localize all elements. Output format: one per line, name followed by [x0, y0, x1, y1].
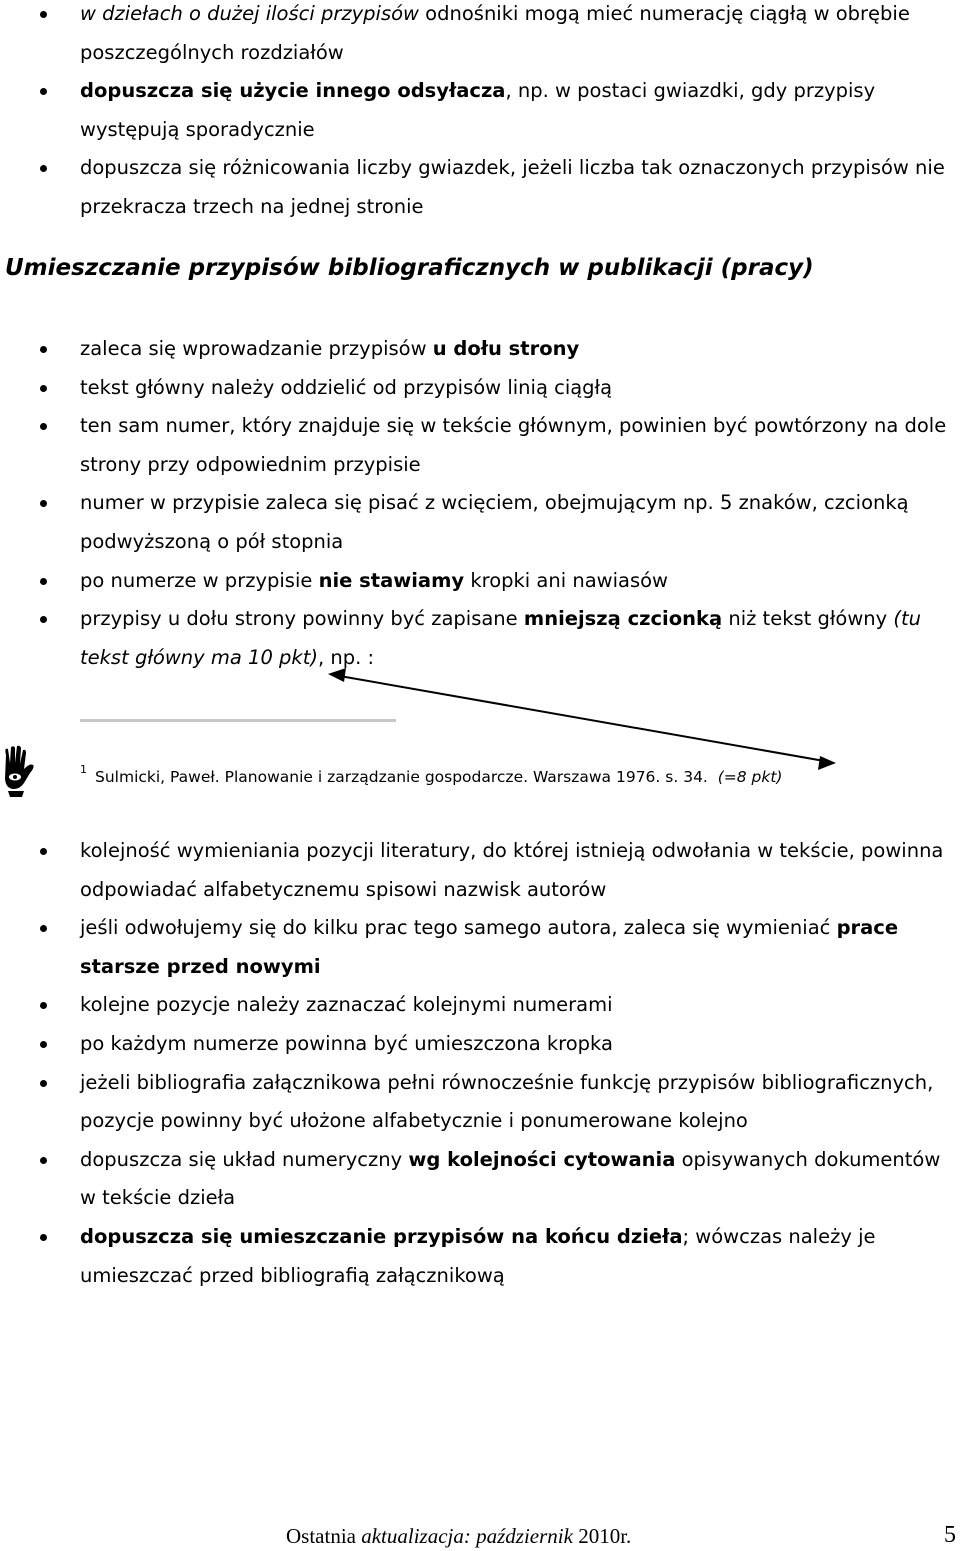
list-item-text: numer w przypisie zaleca się pisać z wcięciem, obejmującym np. 5 znaków, czcionką podwyższoną o pół stopnia: [80, 491, 909, 553]
list-item: [0, 909, 960, 986]
bullet-icon: [40, 500, 47, 507]
bullet-icon: [40, 616, 47, 623]
list-item-text: opisywanych dokumentów w tekście dzieła: [80, 1147, 941, 1210]
bullet-icon: [40, 1157, 47, 1164]
list-item-text: dopuszcza się układ numeryczny: [80, 1147, 409, 1171]
list-item: [0, 986, 960, 1025]
footnote-separator: [80, 719, 396, 722]
bullet-icon: [40, 385, 47, 392]
footer-italic: aktualizacja: październik: [361, 1524, 573, 1548]
list-item: [0, 832, 960, 909]
bullet-icon: [40, 848, 47, 855]
list-item-text: kolejne pozycje należy zaznaczać kolejnymi numerami: [80, 993, 613, 1017]
list-item: [0, 369, 960, 408]
list-item-text: po numerze w przypisie: [80, 568, 319, 592]
footer-prefix: Ostatnia: [286, 1524, 362, 1548]
list-item: [0, 562, 960, 601]
bullet-list-bibliography: [0, 832, 960, 1295]
bullet-icon: [40, 165, 47, 172]
list-item-text: przypisy u dołu strony powinny być zapisane: [80, 607, 524, 631]
list-item: [0, 149, 960, 226]
footnote: [80, 763, 783, 787]
list-item-text: w dziełach o dużej ilości przypisów: [80, 2, 419, 25]
bullet-icon: [40, 1002, 47, 1009]
hand-eye-icon: [0, 745, 38, 801]
footer-suffix: 2010r.: [572, 1524, 632, 1548]
list-item: [0, 0, 960, 72]
list-item-text: wg kolejności cytowania: [408, 1147, 676, 1171]
list-item-text: ten sam numer, który znajduje się w tekście głównym, powinien być powtórzony na dole strony przy odpowiednim przypisie: [80, 414, 947, 476]
list-item-text: nie stawiamy: [318, 568, 465, 592]
list-item-text: dopuszcza się różnicowania liczby gwiazdek, jeżeli liczba tak oznaczonych przypisów nie przekracza trzech na jednej stronie: [80, 156, 945, 218]
list-item-text: kolejność wymieniania pozycji literatury, do której istnieją odwołania w tekście, powinna odpowiadać alfabetycznemu spisowi nazwisk autorów: [80, 839, 944, 901]
footnote-number: 1: [80, 763, 87, 776]
page-number: 5: [944, 1522, 956, 1548]
bullet-icon: [40, 346, 47, 353]
list-item-text: niż tekst główny: [722, 607, 894, 631]
list-item-text: , np. :: [317, 645, 375, 669]
list-item-text: prace starsze przed nowymi: [80, 916, 899, 978]
bullet-icon: [40, 1234, 47, 1241]
bullet-list-general: [0, 0, 960, 227]
bullet-icon: [40, 1041, 47, 1048]
list-item: [0, 1218, 960, 1295]
list-item: [0, 407, 960, 484]
bullet-icon: [40, 1080, 47, 1087]
footnote-size-note: (=8 pkt): [717, 768, 783, 787]
list-item-text: kropki ani nawiasów: [464, 568, 669, 592]
list-item-text: , np. w postaci gwiazdki, gdy przypisy występują sporadycznie: [80, 79, 876, 141]
list-item-text: (tu tekst główny ma 10 pkt): [80, 607, 922, 669]
list-item-text: u dołu strony: [432, 337, 580, 360]
section-heading: Umieszczanie przypisów bibliograficznych w publikacji (pracy): [5, 255, 814, 281]
bullet-list-placement: [0, 330, 960, 677]
bullet-icon: [40, 11, 47, 18]
list-item-text: dopuszcza się użycie innego odsyłacza: [80, 79, 506, 103]
list-item-text: odnośniki mogą mieć numerację ciągłą w obrębie poszczególnych rozdziałów: [80, 2, 910, 64]
bullet-icon: [40, 578, 47, 585]
list-item-text: jeżeli bibliografia załącznikowa pełni równocześnie funkcję przypisów bibliograficznych, pozycje powinny być ułożone alfabetycznie i ponumerowane kolejno: [80, 1070, 934, 1133]
list-item: [0, 1064, 960, 1141]
list-item: [0, 1141, 960, 1218]
list-item-text: jeśli odwołujemy się do kilku prac tego samego autora, zaleca się wymieniać: [80, 916, 837, 940]
list-item-text: po każdym numerze powinna być umieszczona kropka: [80, 1031, 613, 1055]
list-item: [0, 72, 960, 149]
list-item-text: mniejszą czcionką: [523, 607, 723, 631]
bullet-icon: [40, 88, 47, 95]
list-item: [0, 1025, 960, 1064]
list-item-text: ; wówczas należy je umieszczać przed bibliografią załącznikową: [80, 1224, 876, 1287]
bullet-icon: [40, 423, 47, 430]
list-item: [0, 484, 960, 561]
list-item-text: zaleca się wprowadzanie przypisów: [80, 337, 433, 360]
footnote-text: Sulmicki, Paweł. Planowanie i zarządzanie gospodarcze. Warszawa 1976. s. 34.: [95, 768, 708, 787]
bullet-icon: [40, 925, 47, 932]
list-item-text: dopuszcza się umieszczanie przypisów na końcu dzieła: [80, 1224, 683, 1248]
list-item-text: tekst główny należy oddzielić od przypisów linią ciągłą: [80, 375, 613, 399]
list-item: [0, 330, 960, 369]
page-footer: [286, 1524, 631, 1549]
